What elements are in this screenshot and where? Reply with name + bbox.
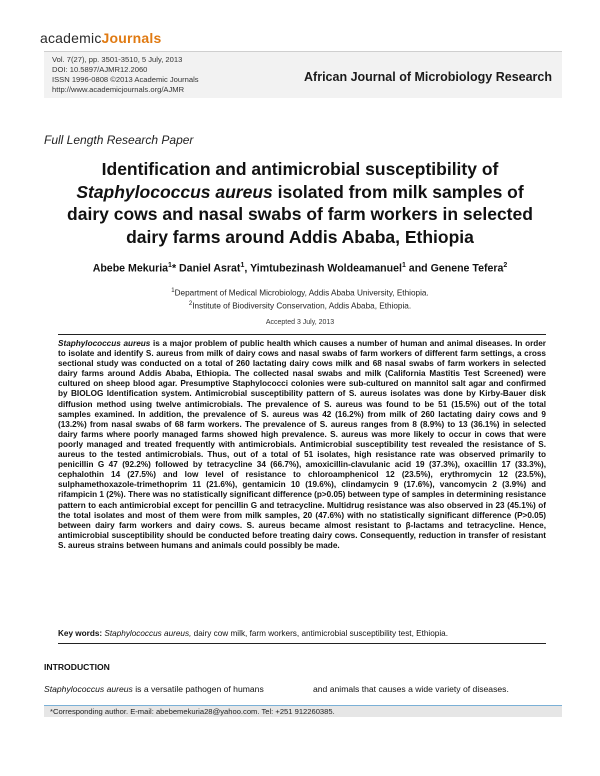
logo-part-journals: Journals: [101, 30, 162, 46]
intro-column-right: and animals that causes a wide variety of diseases.: [313, 684, 509, 694]
intro-species: Staphylococcus aureus: [44, 684, 133, 694]
logo-part-academic: academic: [40, 30, 102, 46]
intro-column-left: [44, 684, 294, 694]
meta-url[interactable]: http://www.academicjournals.org/AJMR: [52, 85, 185, 94]
author-name: Daniel Asrat: [179, 262, 241, 275]
title-line-2-rest: isolated from milk samples of: [272, 181, 524, 202]
abstract-text: [58, 339, 546, 551]
abstract-section: [58, 334, 546, 644]
affiliations: [40, 286, 560, 311]
keywords-rest: dairy cow milk, farm workers, antimicrobial susceptibility test, Ethiopia.: [191, 629, 448, 638]
meta-issn: ISSN 1996-0808 ©2013 Academic Journals: [52, 75, 199, 84]
affiliation-2: [40, 299, 560, 312]
title-line-1: Identification and antimicrobial susceptibility of: [101, 159, 499, 179]
affiliation-sup: 1: [171, 288, 175, 294]
author-name: Genene Tefera: [430, 262, 504, 275]
title-species: Staphylococcus aureus: [76, 181, 273, 202]
affiliation-sup: 2: [188, 300, 193, 307]
author-affil-sup: 1: [240, 262, 245, 269]
abstract-body: is a major problem of public health which causes a number of human and animal diseases. In order to isolate and identify S. aureus from milk of dairy cows and nasal swabs of farm workers of different farm settings, a cross sectional study was conducted on a total of 260 lactating dairy cows milk and 68 nasal swabs of farm workers in selected dairy farms around Addis Ababa, Ethiopia. The collected nasal swabs and milk (California Mastitis Test Screened) were cultured on sheep blood agar. Presumptive Staphylococci colonies were sub-cultured on mannitol salt agar and confirmed by BIOLOG Identification system. Antimicrobial susceptibility pattern of S. aureus isolates was done by Kirby-Bauer disk diffusion method using twelve antimicrobials. The prevalence of S. aureus was found to be 51 (15.5%) out of the total samples examined. In addition, the prevalence of S. aureus was 42 (16.2%) from milk of 260 lactating dairy cows and 9 (13.2%) from nasal swabs of 68 farm workers. The prevalence of S. aureus ranges from 8 (8.9%) to 13 (36.1%) in selected dairy farms where poorly managed farms showed high prevalence. S. aureus was more likely to occur in cows that were poorly managed and treated frequently with antimicrobials. Antimicrobial susceptibility test revealed the resistance of S. aureus to the tested antimicrobials. Thus, out of a total of 51 isolates, high resistance rate was observed primarily to penicillin G 47 (92.2%) followed by tetracycline 34 (66.7%), amoxicillin-clavulanic acid 19 (37.3%), oxacillin 17 (33.3%), cephalothin 14 (27.5%) and low level of resistance to chloroamphenicol 12 (23.5%), erythromycin 12 (23.5%), sulphamethoxazole-trimethoprim 11 (21.6%), gentamicin 10 (19.6%), clindamycin 9 (17.6%), vancomycin 2 (3.9%) and rifampicin 1 (2%). There was no statistically significant difference (p>0.05) between type of samples in determining resistance pattern to each antimicrobial except for pencillin G and tetracycline. Multidrug resistance was also observed in 23 (45.1%) of the total isolates and most of them were from milk samples, 20 (47.6%) with no statistically significant difference (P>0.05) between dairy farm workers and dairy cows. S. aureus became almost resistant to β-lactams and tetracycline. Hence, antimicrobial susceptibility should be conducted before treating dairy cows. Consequently, reduction in transfer of resistant S. aureus strains between humans and animals could possibly be made.: [58, 339, 546, 550]
meta-doi: DOI: 10.5897/AJMR12.2060: [52, 65, 148, 74]
journal-meta: [52, 55, 199, 95]
title-line-4: dairy farms around Addis Ababa, Ethiopia: [126, 226, 474, 247]
abstract-species: Staphylococcus aureus: [58, 339, 151, 348]
author-name: Abebe Mekuria: [92, 262, 169, 275]
affiliation-text: Institute of Biodiversity Conservation, Addis Ababa, Ethiopia.: [192, 301, 412, 311]
journal-name: African Journal of Microbiology Research: [304, 70, 552, 84]
title-line-2: [30, 181, 570, 204]
meta-volume: Vol. 7(27), pp. 3501-3510, 5 July, 2013: [52, 55, 183, 64]
author-affil-sup: 2: [503, 262, 508, 269]
keywords-label: Key words:: [58, 629, 103, 638]
author-list: Abebe Mekuria$^1$* Daniel Asrat$^1$, Yimtubezinash Woldeamanuel$^1$ and Genene Tefera$^2$: [92, 262, 508, 275]
author-affil-sup: 1: [168, 262, 172, 269]
paper-title: [30, 158, 570, 248]
keywords: [58, 629, 448, 638]
journal-header: [44, 51, 562, 98]
title-line-3: dairy cows and nasal swabs of farm workers in selected: [67, 204, 533, 224]
intro-left-rest: is a versatile pathogen of humans: [132, 684, 264, 694]
article-type: Full Length Research Paper: [44, 133, 194, 147]
affiliation-1: [40, 286, 560, 299]
corresponding-author-footnote: *Corresponding author. E-mail: abebemekuria28@yahoo.com. Tel: +251 912260385.: [44, 705, 562, 717]
author-name: Yimtubezinash Woldeamanuel: [250, 262, 402, 275]
publisher-logo: [40, 30, 161, 46]
section-heading-introduction: INTRODUCTION: [44, 662, 110, 672]
accepted-date: Accepted 3 July, 2013: [265, 319, 335, 326]
affiliation-text: Department of Medical Microbiology, Addis Ababa University, Ethiopia.: [174, 288, 429, 298]
keywords-species: Staphylococcus aureus,: [104, 629, 192, 638]
author-affil-sup: 1: [401, 262, 406, 269]
corresponding-mark: *: [171, 262, 177, 275]
